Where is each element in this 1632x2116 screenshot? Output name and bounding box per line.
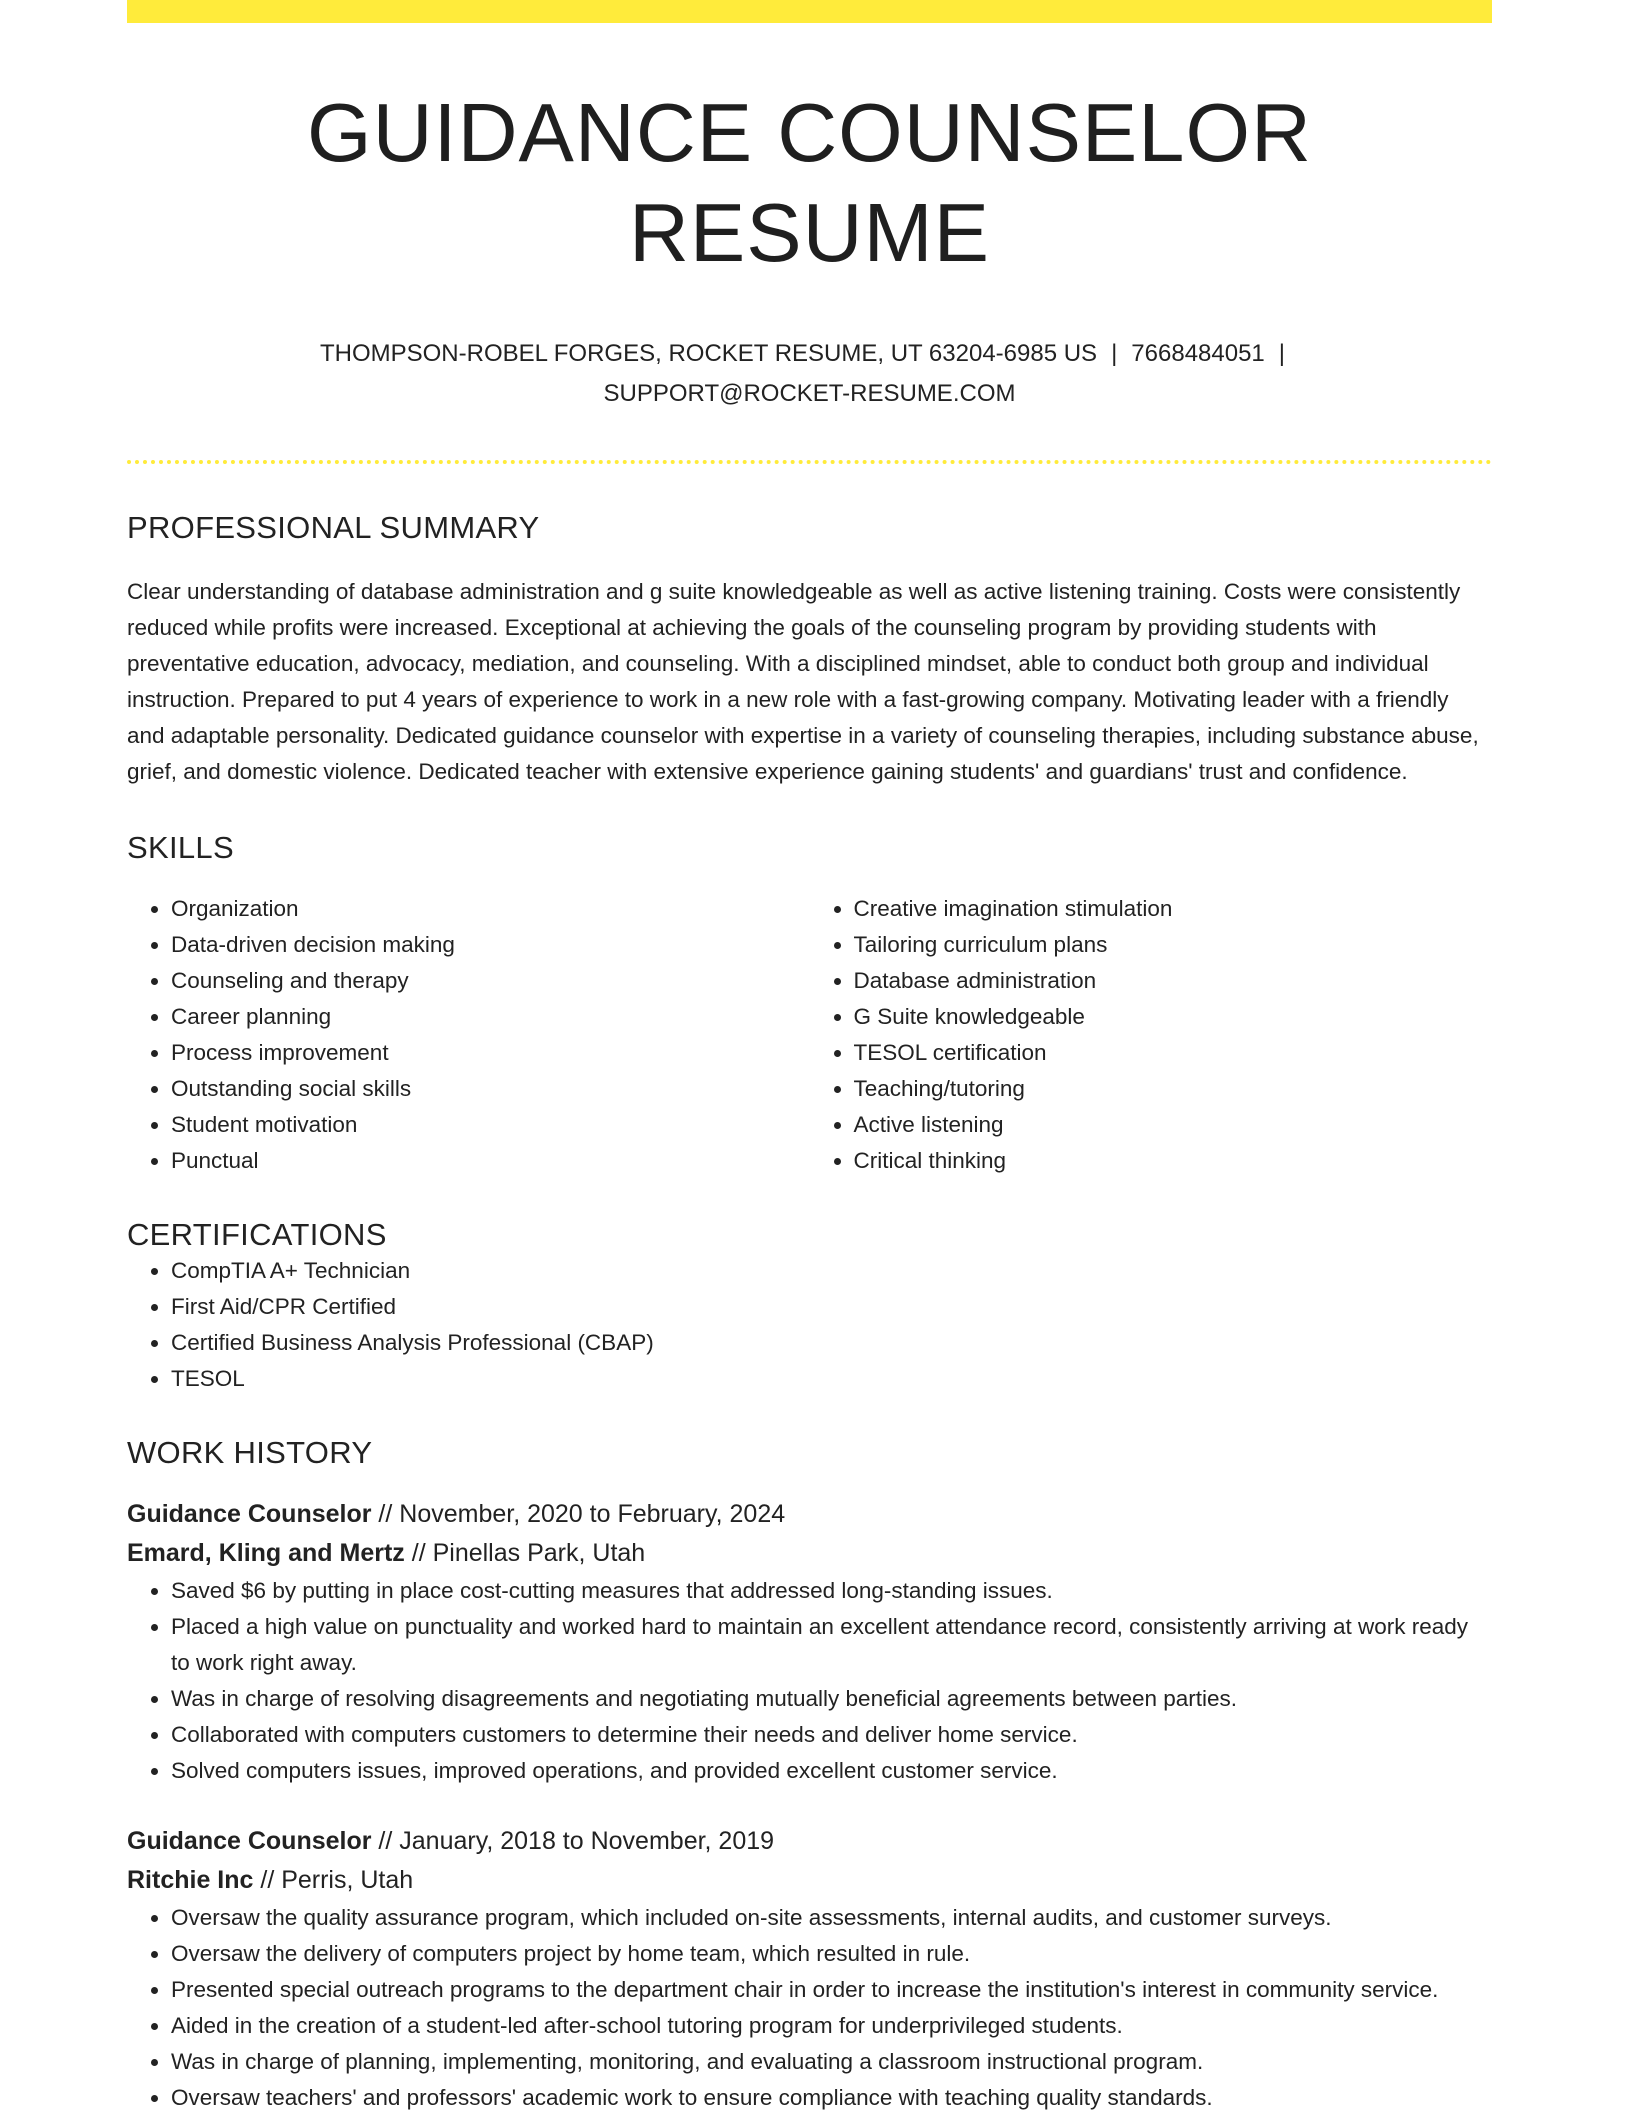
job-company-line <box>127 1534 1492 1573</box>
skills-heading: SKILLS <box>127 830 234 866</box>
job-duty: • Oversaw the delivery of computers project by home team, which resulted in rule. <box>171 1936 1492 1972</box>
job-location: // Pinellas Park, Utah <box>404 1539 646 1568</box>
job-entry <box>127 1822 1492 2116</box>
job-duties-list <box>127 1573 1492 1789</box>
skills-list-left <box>127 891 810 1179</box>
contact-info <box>127 334 1492 414</box>
job-duty: • Oversaw teachers' and professors' academic work to ensure compliance with teaching quality standards. <box>171 2080 1492 2116</box>
contact-separator: | <box>1278 340 1286 368</box>
skill-item: • Data-driven decision making <box>171 927 810 963</box>
job-dates: // January, 2018 to November, 2019 <box>371 1827 775 1856</box>
skills-grid <box>127 891 1492 1179</box>
skill-item: • Database administration <box>854 963 1493 999</box>
skill-item: • Counseling and therapy <box>171 963 810 999</box>
skill-item: • Active listening <box>854 1107 1493 1143</box>
skill-item: • TESOL certification <box>854 1035 1493 1071</box>
skill-item: • Creative imagination stimulation <box>854 891 1493 927</box>
job-duty: • Placed a high value on punctuality and worked hard to maintain an excellent attendance record, consistently arriving at work ready to work right away. <box>171 1609 1492 1681</box>
skills-list-right <box>810 891 1493 1179</box>
job-dates: // November, 2020 to February, 2024 <box>371 1500 786 1529</box>
contact-address: THOMPSON-ROBEL FORGES, ROCKET RESUME, UT 63204-6985 US <box>319 340 1098 368</box>
job-duty: • Aided in the creation of a student-led after-school tutoring program for underprivileged students. <box>171 2008 1492 2044</box>
skill-item: • G Suite knowledgeable <box>854 999 1493 1035</box>
skill-item: • Punctual <box>171 1143 810 1179</box>
job-duty: • Collaborated with computers customers to determine their needs and deliver home service. <box>171 1717 1492 1753</box>
job-title-line <box>127 1822 1492 1861</box>
resume-page <box>127 0 1492 2116</box>
certification-item: • First Aid/CPR Certified <box>171 1289 1492 1325</box>
job-duties-list <box>127 1900 1492 2116</box>
summary-heading: PROFESSIONAL SUMMARY <box>127 510 540 546</box>
skill-item: • Career planning <box>171 999 810 1035</box>
job-entry <box>127 1495 1492 1789</box>
certification-item: • Certified Business Analysis Professional (CBAP) <box>171 1325 1492 1361</box>
job-company: Ritchie Inc <box>127 1866 254 1895</box>
job-duty: • Was in charge of planning, implementing, monitoring, and evaluating a classroom instructional program. <box>171 2044 1492 2080</box>
work-history-heading: WORK HISTORY <box>127 1435 373 1471</box>
job-title-line <box>127 1495 1492 1534</box>
skill-item: • Teaching/tutoring <box>854 1071 1493 1107</box>
skill-item: • Tailoring curriculum plans <box>854 927 1493 963</box>
contact-phone: 7668484051 <box>1131 340 1265 368</box>
skill-item: • Outstanding social skills <box>171 1071 810 1107</box>
summary-text: Clear understanding of database administration and g suite knowledgeable as well as active listening training. Costs were consistently reduced while profits were increased. Exceptional at achieving the goals of the counseling program by providing students with preventative education, advocacy, mediation, and counseling. With a disciplined mindset, able to conduct both group and individual instruction. Prepared to put 4 years of experience to work in a new role with a fast-growing company. Motivating leader with a friendly and adaptable personality. Dedicated guidance counselor with expertise in a variety of counseling therapies, including substance abuse, grief, and domestic violence. Dedicated teacher with extensive experience gaining students' and guardians' trust and confidence. <box>127 579 1479 785</box>
certification-item: • TESOL <box>171 1361 1492 1397</box>
job-duty: • Saved $6 by putting in place cost-cutting measures that addressed long-standing issues. <box>171 1573 1492 1609</box>
contact-separator: | <box>1111 340 1118 368</box>
certifications-list <box>127 1253 1492 1397</box>
skill-item: • Student motivation <box>171 1107 810 1143</box>
accent-bar <box>127 0 1492 23</box>
job-company-line <box>127 1861 1492 1900</box>
certification-item: • CompTIA A+ Technician <box>171 1253 1492 1289</box>
job-duty: • Oversaw the quality assurance program, which included on-site assessments, internal audits, and customer surveys. <box>171 1900 1492 1936</box>
job-role: Guidance Counselor <box>127 1500 372 1529</box>
contact-email: SUPPORT@ROCKET-RESUME.COM <box>603 380 1016 408</box>
job-duty: • Was in charge of resolving disagreements and negotiating mutually beneficial agreements between parties. <box>171 1681 1492 1717</box>
job-duty: • Solved computers issues, improved operations, and provided excellent customer service. <box>171 1753 1492 1789</box>
skill-item: • Critical thinking <box>854 1143 1493 1179</box>
certifications-heading: CERTIFICATIONS <box>127 1217 387 1253</box>
dotted-divider <box>127 460 1492 464</box>
job-role: Guidance Counselor <box>127 1827 372 1856</box>
job-duty: • Presented special outreach programs to the department chair in order to increase the institution's interest in community service. <box>171 1972 1492 2008</box>
skill-item: • Process improvement <box>171 1035 810 1071</box>
job-company: Emard, Kling and Mertz <box>127 1539 405 1568</box>
job-location: // Perris, Utah <box>253 1866 414 1895</box>
resume-title: GUIDANCE COUNSELOR RESUME <box>307 86 1312 279</box>
skill-item: • Organization <box>171 891 810 927</box>
